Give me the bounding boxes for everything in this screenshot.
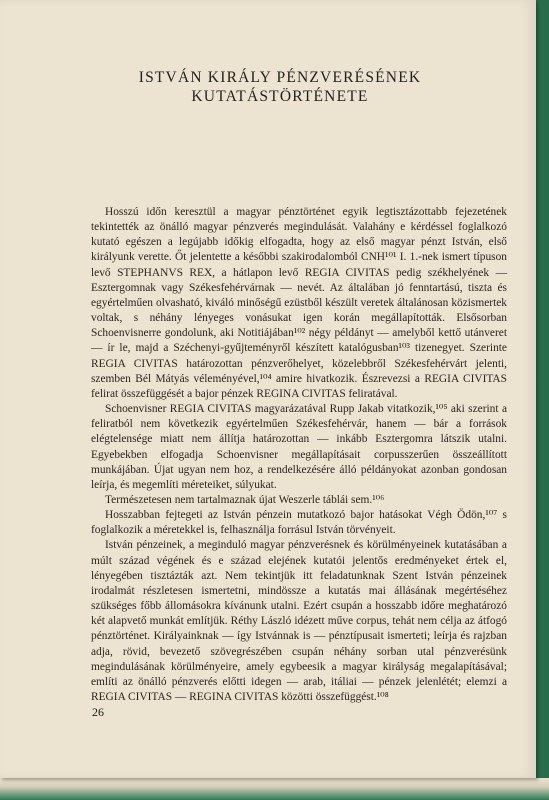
paragraph: Természetesen nem tartalmaznak újat Weszerle táblái sem.¹⁰⁶ [105,493,385,506]
paragraph: Hosszú időn keresztül a magyar pénztörténet egyik legtisztázottabb fejezetének tekintették az önálló magyar pénzverés megindulását. Valahány e kérdéssel foglalkozó kutató egészen a legújabb időkig elfogadta, hogy az első magyar pénzt István, első királyunk verette. Őt jelentette a későbbi szakirodalomból CNH¹⁰¹ I. 1.-nek ismert típuson levő STEPHANVS REX, a hátlapon levő REGIA CIVITAS pedig székhelyének — Esztergomnak vagy Székesfehérvárnak — nevét. Az általában jó fenntartású, tiszta és egyértelműen olvasható, kiváló minőségű ezüstből készült veretek általánosan közismertek voltak, s néhány lényeges vonásukat igen korán megállapították. Elsősorban Schoenvisnerre gondolunk, aki Notitiájában¹⁰² négy példányt — amelyből kettő utánveret — ír le, majd a Széchenyi-gyűjteményről készített katalógusban¹⁰³ tizenegyet. Szerinte REGIA CIVITAS határozottan pénzverőhelyet, közelebbről Székesfehérvárt jelenti, szemben Bél Mátyás véleményével,¹⁰⁴ amire hivatkozik. Észrevezsi a REGIA CIVITAS felirat összefüggését a bajor pénzek REGINA CIVITAS feliratával. [91,206,507,400]
paragraph: István pénzeinek, a meginduló magyar pénzverésnek és körülményeinek kutatásában a múlt század végének és e század elejének kutatói jelentős eredményeket értek el, lényegében tisztázták azt. Nem tekintjük itt feladatunknak Szent István pénzeinek irodalmát részletesen ismertetni, mindössze a kutatás mai állásának megértéséhez szükséges főbb állomásokra kívánunk utalni. Ezért csupán a hosszabb időre meghatározó két alapvető munkát említjük. Réthy László idézett műve corpus, tehát nem célja az átfogó pénztörténet. Királyainknak — így Istvánnak is — pénztípusait ismerteti; leírja és rajzban adja, rövid, bevezető szövegrészében csupán néhány sorban utal pénzverésünk megindulásának körülményeire, amely egybeesik a magyar királyság megalapításával; említi az önálló pénzverés előtti idegen — arab, itáliai — pénzek jelenlétét; elemzi a REGIA CIVITAS — REGINA CIVITAS közötti összefüggést.¹⁰⁸ [91,539,507,703]
page-stack-edge [0,778,549,800]
chapter-title [60,68,500,106]
body-text [91,205,507,705]
chapter-title-line-1: ISTVÁN KIRÁLY PÉNZVERÉSÉNEK [138,69,422,86]
chapter-title-line-2: KUTATÁSTÖRTÉNETE [191,88,369,105]
paragraph: Hosszabban fejtegeti az István pénzein mutatkozó bajor hatásokat Végh Ödön,¹⁰⁷ s foglalkozik a méretekkel is, felhasználja forrásul István törvényeit. [91,509,507,537]
page-number: 26 [92,705,104,719]
paragraph: Schoenvisner REGIA CIVITAS magyarázatával Rupp Jakab vitatkozik,¹⁰⁵ aki szerint a feliratból nem következik egyértelműen Székesfehérvár, hanem — bár a források elégtelensége miatt nem állítja határozottan — inkább Esztergomra látszik utalni. Egyebekben elfogadja Schoenvisner megállapításait corpusszerűen összeállított munkájában. Újat ugyan nem hoz, a rendelkezésére álló példányokat azonban gondosan leírja, és megemlíti méreteiket, súlyukat. [91,403,507,491]
